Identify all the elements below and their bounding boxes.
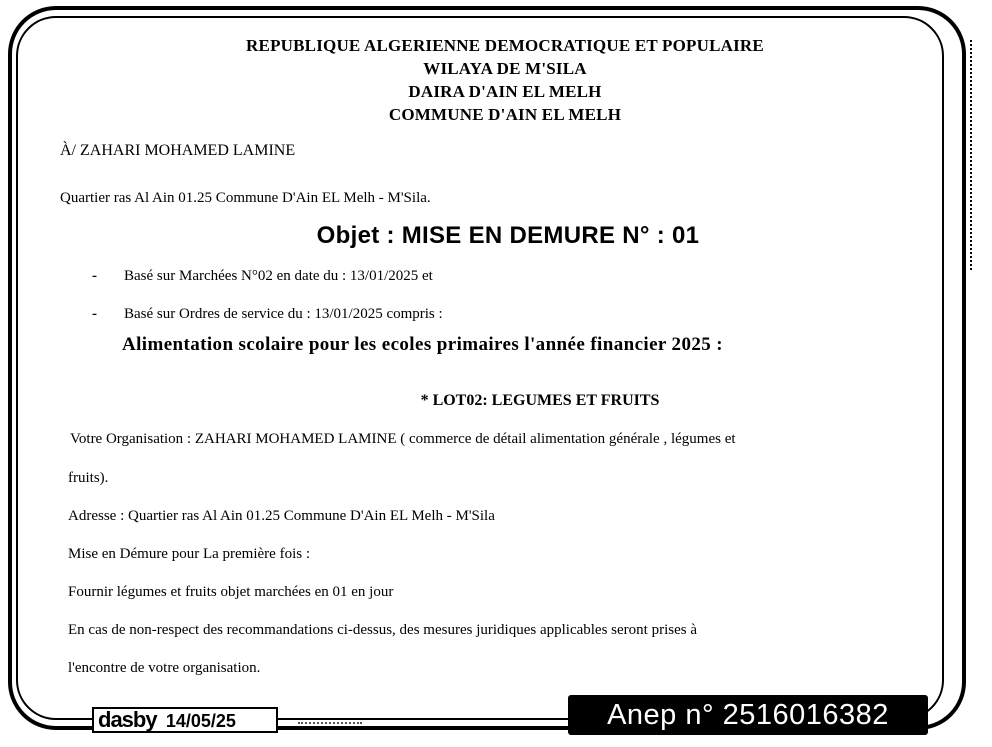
anep-reference-badge: Anep n° 2516016382 (568, 695, 928, 735)
header-republic: REPUBLIQUE ALGERIENNE DEMOCRATIQUE ET POPULAIRE (246, 36, 764, 55)
scan-smudge (298, 714, 362, 724)
body-fournir: Fournir légumes et fruits objet marchées en 01 en jour (68, 584, 394, 600)
header-commune: COMMUNE D'AIN EL MELH (388, 105, 622, 124)
objet-title: Objet : MISE EN DEMURE N° : 01 (316, 222, 700, 249)
body-consequence-cont: l'encontre de votre organisation. (68, 660, 261, 676)
recipient: À/ ZAHARI MOHAMED LAMINE (60, 142, 296, 159)
letterhead (0, 34, 992, 126)
basis-bullet-ordres: - Basé sur Ordres de service du : 13/01/2025 compris : (124, 306, 443, 323)
lot-title: * LOT02: LEGUMES ET FRUITS (420, 392, 660, 409)
recipient-address: Quartier ras Al Ain 01.25 Commune D'Ain EL Melh - M'Sila. (60, 190, 431, 206)
body-consequence: En cas de non-respect des recommandations ci-dessus, des mesures juridiques applicables seront prises à (68, 622, 697, 638)
header-daira: DAIRA D'AIN EL MELH (408, 82, 602, 101)
header-wilaya: WILAYA DE M'SILA (423, 59, 587, 78)
body-mise-en-demure: Mise en Démure pour La première fois : (68, 546, 310, 562)
signature-stamp (92, 707, 278, 733)
body-adresse: Adresse : Quartier ras Al Ain 01.25 Commune D'Ain EL Melh - M'Sila (68, 508, 495, 524)
body-organisation: Votre Organisation : ZAHARI MOHAMED LAMINE ( commerce de détail alimentation générale , légumes et (70, 431, 736, 447)
signature: dasby (98, 707, 157, 732)
stamp-date: 14/05/25 (165, 711, 236, 731)
basis-bullet-marches: - Basé sur Marchées N°02 en date du : 13/01/2025 et (124, 268, 433, 285)
body-organisation-cont: fruits). (68, 470, 109, 486)
subject-line: Alimentation scolaire pour les ecoles primaires l'année financier 2025 : (122, 334, 724, 355)
